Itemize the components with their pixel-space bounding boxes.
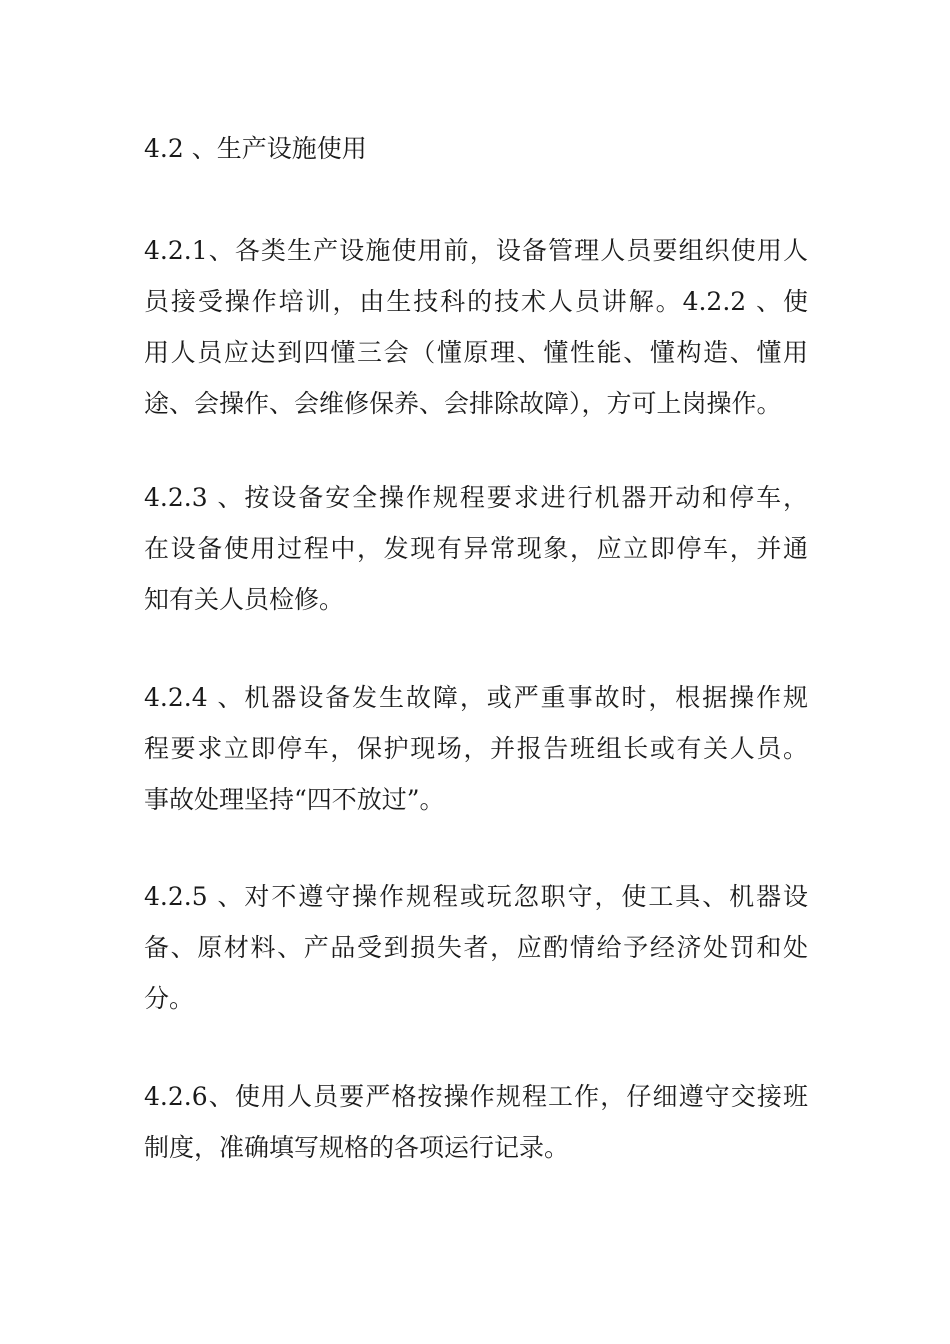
text-line: 事故处理坚持“四不放过”。 (144, 785, 445, 814)
section-heading (144, 123, 808, 174)
text-line: 4.2.3 、按设备安全操作规程要求进行机器开动和停车， (144, 483, 808, 512)
paragraph-4-2-5 (144, 871, 808, 1024)
text-line: 备、原材料、产品受到损失者，应酌情给予经济处罚和处 (144, 933, 808, 962)
paragraph-4-2-1 (144, 225, 808, 429)
text-line: 知有关人员检修。 (144, 585, 345, 614)
text-line: 4.2.5 、对不遵守操作规程或玩忽职守，使工具、机器设 (144, 882, 808, 911)
paragraph-4-2-4 (144, 672, 808, 825)
text-line: 4.2.1、各类生产设施使用前，设备管理人员要组织使用人 (144, 236, 808, 265)
text-line: 程要求立即停车，保护现场，并报告班组长或有关人员。 (144, 734, 808, 763)
text-line: 4.2.4 、机器设备发生故障，或严重事故时，根据操作规 (144, 683, 808, 712)
text-line: 4.2 、生产设施使用 (144, 134, 367, 163)
text-line: 4.2.6、使用人员要严格按操作规程工作，仔细遵守交接班 (144, 1082, 808, 1111)
paragraph-4-2-6 (144, 1071, 808, 1173)
paragraph-4-2-3 (144, 472, 808, 625)
text-line: 分。 (144, 984, 195, 1013)
text-line: 途、会操作、会维修保养、会排除故障），方可上岗操作。 (144, 389, 782, 418)
text-line: 用人员应达到四懂三会（懂原理、懂性能、懂构造、懂用 (144, 338, 808, 367)
text-line: 员接受操作培训，由生技科的技术人员讲解。4.2.2 、使 (144, 287, 808, 316)
text-line: 制度，准确填写规格的各项运行记录。 (144, 1133, 570, 1162)
text-line: 在设备使用过程中，发现有异常现象，应立即停车，并通 (144, 534, 808, 563)
